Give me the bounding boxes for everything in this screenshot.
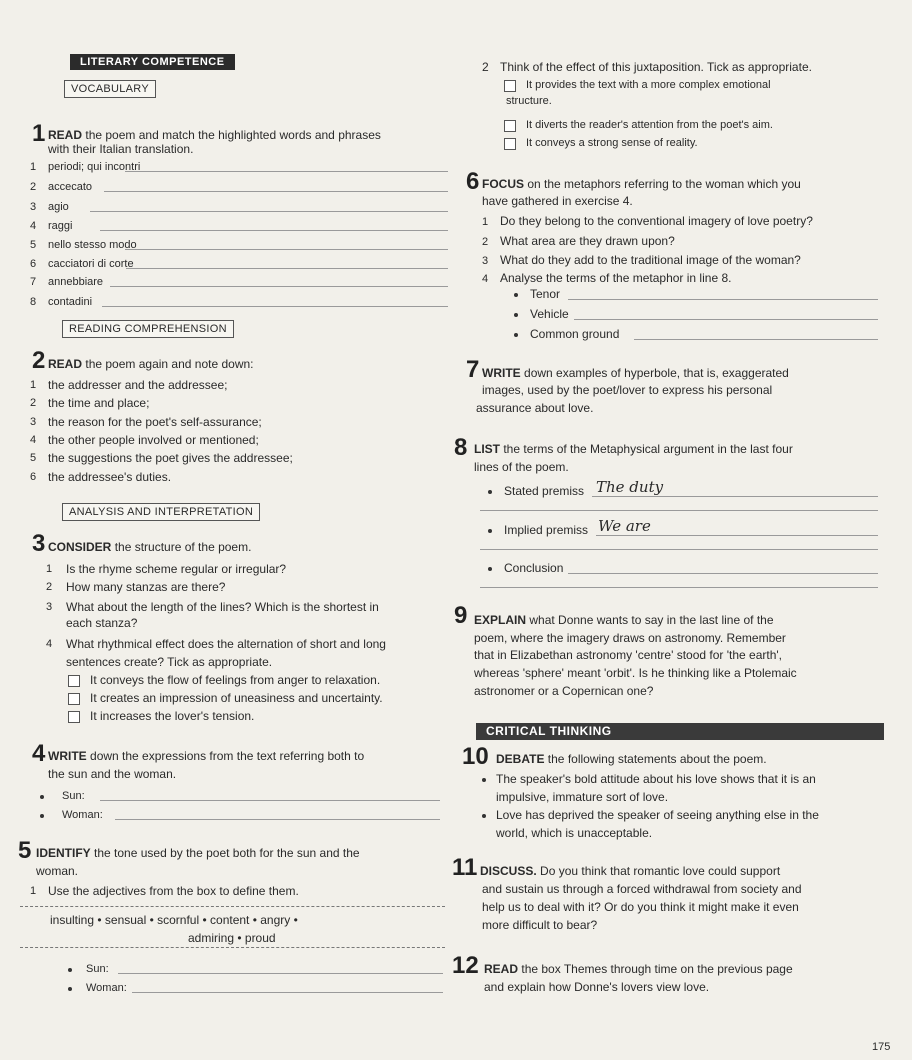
exercise-6-q3-number: 3 xyxy=(482,255,489,267)
analysis-label: ANALYSIS AND INTERPRETATION xyxy=(62,503,260,521)
exercise-7-instructions-cont: images, used by the poet/lover to express his personal xyxy=(482,383,773,397)
exercise-8-conclusion-answer-line-2[interactable] xyxy=(480,587,878,588)
exercise-12-number: 12 xyxy=(452,952,479,979)
vocabulary-label: VOCABULARY xyxy=(64,80,156,98)
exercise-8-implied-premiss-label: Implied premiss xyxy=(504,523,589,537)
exercise-1-answer-line[interactable] xyxy=(125,249,448,250)
exercise-2-item-number: 2 xyxy=(30,397,37,409)
exercise-11-line-4: more difficult to bear? xyxy=(482,918,598,932)
exercise-6-q4: Analyse the terms of the metaphor in line 8. xyxy=(500,271,732,285)
exercise-3-option-2-checkbox[interactable] xyxy=(68,693,80,705)
exercise-6-common-ground-answer-line[interactable] xyxy=(634,339,878,340)
exercise-1-item-word: agio xyxy=(48,201,69,213)
exercise-6-tenor-label: Tenor xyxy=(530,287,561,301)
exercise-1-item-word: contadini xyxy=(48,296,93,308)
exercise-1-item-number: 2 xyxy=(30,181,37,193)
exercise-6-q1: Do they belong to the conventional imagery of love poetry? xyxy=(500,214,813,228)
exercise-2-item: the reason for the poet's self-assurance; xyxy=(48,415,262,429)
bullet xyxy=(40,814,44,818)
exercise-12-instructions-cont: and explain how Donne's lovers view love. xyxy=(484,980,710,994)
exercise-9-line-4: whereas 'sphere' meant 'orbit'. Is he thinking like a Ptolemaic xyxy=(474,666,797,680)
right-q2-option-2: It diverts the reader's attention from the poet's aim. xyxy=(526,119,773,131)
exercise-1-answer-line[interactable] xyxy=(90,211,448,212)
exercise-2-number: 2 xyxy=(32,347,46,374)
exercise-9-number: 9 xyxy=(454,602,468,629)
exercise-6-q3: What do they add to the traditional image of the woman? xyxy=(500,253,801,267)
exercise-9-line-2: poem, where the imagery draws on astronomy. Remember xyxy=(474,631,786,645)
bullet xyxy=(514,293,518,297)
exercise-8-conclusion-label: Conclusion xyxy=(504,561,564,575)
exercise-1-instructions: READ the poem and match the highlighted words and phrases xyxy=(48,128,381,142)
exercise-3-number: 3 xyxy=(32,530,46,557)
exercise-2-item: the addresser and the addressee; xyxy=(48,378,228,392)
exercise-2-item-number: 5 xyxy=(30,452,37,464)
bullet xyxy=(488,567,492,571)
exercise-8-implied-answer-line[interactable] xyxy=(596,535,878,536)
exercise-5-instructions: IDENTIFY the tone used by the poet both for the sun and the xyxy=(36,846,360,860)
exercise-1-item-number: 1 xyxy=(30,161,37,173)
exercise-1-number: 1 xyxy=(32,120,46,147)
exercise-3-q4: What rhythmical effect does the alternation of short and long xyxy=(66,637,386,651)
right-q2-option-2-checkbox[interactable] xyxy=(504,120,516,132)
exercise-7-instructions-cont2: assurance about love. xyxy=(476,401,594,415)
exercise-3-q2-number: 2 xyxy=(46,581,53,593)
exercise-2-item: the other people involved or mentioned; xyxy=(48,433,259,447)
exercise-8-implied-premiss-handwriting: We are xyxy=(598,517,651,535)
exercise-2-item: the suggestions the poet gives the addressee; xyxy=(48,451,293,465)
exercise-5-woman-label: Woman: xyxy=(86,982,127,994)
exercise-11-number: 11 xyxy=(452,854,478,881)
exercise-10-statement-2-cont: world, which is unacceptable. xyxy=(496,826,653,840)
exercise-2-item: the time and place; xyxy=(48,396,150,410)
exercise-5-sub1-number: 1 xyxy=(30,885,37,897)
exercise-1-answer-line[interactable] xyxy=(110,286,448,287)
exercise-7-instructions: WRITE down examples of hyperbole, that is, exaggerated xyxy=(482,366,789,380)
exercise-1-item-number: 6 xyxy=(30,258,37,270)
exercise-11-line-2: and sustain us through a forced withdrawal from society and xyxy=(482,882,802,896)
exercise-4-sun-answer-line[interactable] xyxy=(100,800,440,801)
exercise-3-q3: What about the length of the lines? Which is the shortest in xyxy=(66,600,379,614)
exercise-4-instructions-cont: the sun and the woman. xyxy=(48,767,177,781)
exercise-4-sun-label: Sun: xyxy=(62,790,85,802)
right-q2-text: Think of the effect of this juxtaposition. Tick as appropriate. xyxy=(500,60,812,74)
exercise-3-q1-number: 1 xyxy=(46,563,53,575)
exercise-2-item-number: 6 xyxy=(30,471,37,483)
exercise-3-q4-cont: sentences create? Tick as appropriate. xyxy=(66,655,273,669)
section-banner: LITERARY COMPETENCE xyxy=(70,54,235,70)
exercise-9-line-3: that in Elizabethan astronomy 'centre' stood for 'the earth', xyxy=(474,648,783,662)
exercise-8-number: 8 xyxy=(454,434,468,461)
exercise-1-item-number: 8 xyxy=(30,296,37,308)
exercise-11-line-3: help us to deal with it? Or do you think it might make it even xyxy=(482,900,799,914)
exercise-8-stated-answer-line[interactable] xyxy=(592,496,878,497)
exercise-6-q2: What area are they drawn upon? xyxy=(500,234,675,248)
adjectives-box-line-2: admiring • proud xyxy=(188,931,276,945)
exercise-1-answer-line[interactable] xyxy=(100,230,448,231)
bullet xyxy=(488,490,492,494)
critical-thinking-banner: CRITICAL THINKING xyxy=(476,723,884,740)
bullet xyxy=(482,814,486,818)
exercise-10-statement-1: The speaker's bold attitude about his love shows that it is an xyxy=(496,772,816,786)
exercise-3-q4-number: 4 xyxy=(46,638,53,650)
exercise-1-item-word: accecato xyxy=(48,181,93,193)
exercise-5-sun-label: Sun: xyxy=(86,963,109,975)
exercise-10-number: 10 xyxy=(462,743,489,770)
exercise-1-item-word: raggi xyxy=(48,220,73,232)
exercise-2-instructions: READ the poem again and note down: xyxy=(48,357,254,371)
right-q2-option-3-checkbox[interactable] xyxy=(504,138,516,150)
right-q2-number: 2 xyxy=(482,60,489,74)
exercise-6-vehicle-label: Vehicle xyxy=(530,307,569,321)
exercise-1-item-word: annebbiare xyxy=(48,276,104,288)
exercise-9-line-5: astronomer or a Copernican one? xyxy=(474,684,654,698)
exercise-6-common-ground-label: Common ground xyxy=(530,327,620,341)
exercise-10-statement-1-cont: impulsive, immature sort of love. xyxy=(496,790,669,804)
exercise-8-instructions-cont: lines of the poem. xyxy=(474,460,569,474)
right-q2-option-1: It provides the text with a more complex emotional xyxy=(526,79,771,91)
exercise-2-item-number: 4 xyxy=(30,434,37,446)
exercise-3-option-1: It conveys the flow of feelings from anger to relaxation. xyxy=(90,673,381,687)
exercise-8-implied-answer-line-2[interactable] xyxy=(480,549,878,550)
exercise-9-instructions: EXPLAIN what Donne wants to say in the last line of the xyxy=(474,613,774,627)
exercise-5-sub1: Use the adjectives from the box to define them. xyxy=(48,884,299,898)
exercise-3-q1: Is the rhyme scheme regular or irregular? xyxy=(66,562,287,576)
exercise-2-item: the addressee's duties. xyxy=(48,470,172,484)
exercise-3-q2: How many stanzas are there? xyxy=(66,580,226,594)
exercise-1-instructions-cont: with their Italian translation. xyxy=(48,142,194,156)
exercise-2-item-number: 1 xyxy=(30,379,37,391)
exercise-2-item-number: 3 xyxy=(30,416,37,428)
exercise-1-item-number: 5 xyxy=(30,239,37,251)
right-q2-option-3: It conveys a strong sense of reality. xyxy=(526,137,698,149)
exercise-6-q4-number: 4 xyxy=(482,273,489,285)
exercise-6-instructions-cont: have gathered in exercise 4. xyxy=(482,194,633,208)
exercise-3-option-3-checkbox[interactable] xyxy=(68,711,80,723)
exercise-8-conclusion-answer-line[interactable] xyxy=(568,573,878,574)
exercise-1-answer-line[interactable] xyxy=(126,268,448,269)
bullet xyxy=(68,968,72,972)
exercise-4-instructions: WRITE down the expressions from the text referring both to xyxy=(48,749,365,763)
exercise-4-number: 4 xyxy=(32,740,46,767)
bullet xyxy=(68,987,72,991)
exercise-4-woman-label: Woman: xyxy=(62,809,103,821)
exercise-3-option-1-checkbox[interactable] xyxy=(68,675,80,687)
right-q2-option-1-checkbox[interactable] xyxy=(504,80,516,92)
exercise-11-instructions: DISCUSS. Do you think that romantic love could support xyxy=(480,864,781,878)
exercise-6-instructions: FOCUS on the metaphors referring to the woman which you xyxy=(482,177,801,191)
exercise-8-instructions: LIST the terms of the Metaphysical argument in the last four xyxy=(474,442,793,456)
exercise-5-woman-answer-line[interactable] xyxy=(132,992,443,993)
exercise-1-item-word: periodi; qui incontri xyxy=(48,161,141,173)
reading-comprehension-label: READING COMPREHENSION xyxy=(62,320,234,338)
exercise-8-stated-answer-line-2[interactable] xyxy=(480,510,878,511)
exercise-3-option-2: It creates an impression of uneasiness and uncertainty. xyxy=(90,691,383,705)
exercise-6-q1-number: 1 xyxy=(482,216,489,228)
exercise-1-item-number: 4 xyxy=(30,220,37,232)
exercise-8-stated-premiss-handwriting: The duty xyxy=(596,478,664,496)
exercise-1-item-word: cacciatori di corte xyxy=(48,258,134,270)
exercise-4-woman-answer-line[interactable] xyxy=(115,819,440,820)
exercise-12-instructions: READ the box Themes through time on the previous page xyxy=(484,962,793,976)
adjectives-box-line-1: insulting • sensual • scornful • content • angry • xyxy=(50,913,298,927)
right-q2-option-1-cont: structure. xyxy=(506,95,552,107)
exercise-5-instructions-cont: woman. xyxy=(36,864,79,878)
bullet xyxy=(488,529,492,533)
exercise-7-number: 7 xyxy=(466,356,480,383)
bullet xyxy=(514,333,518,337)
exercise-3-q3-cont: each stanza? xyxy=(66,616,138,630)
exercise-8-stated-premiss-label: Stated premiss xyxy=(504,484,585,498)
exercise-3-q3-number: 3 xyxy=(46,601,53,613)
exercise-3-instructions: CONSIDER the structure of the poem. xyxy=(48,540,252,554)
exercise-1-answer-line[interactable] xyxy=(125,171,448,172)
exercise-6-number: 6 xyxy=(466,168,480,195)
bullet xyxy=(40,795,44,799)
exercise-6-tenor-answer-line[interactable] xyxy=(568,299,878,300)
exercise-5-sun-answer-line[interactable] xyxy=(118,973,443,974)
exercise-10-statement-2: Love has deprived the speaker of seeing anything else in the xyxy=(496,808,819,822)
exercise-1-item-number: 3 xyxy=(30,201,37,213)
exercise-5-number: 5 xyxy=(18,837,32,864)
exercise-6-vehicle-answer-line[interactable] xyxy=(574,319,878,320)
exercise-1-item-number: 7 xyxy=(30,276,37,288)
page-number: 175 xyxy=(872,1041,891,1053)
bullet xyxy=(514,313,518,317)
exercise-3-option-3: It increases the lover's tension. xyxy=(90,709,255,723)
exercise-1-answer-line[interactable] xyxy=(104,191,448,192)
exercise-6-q2-number: 2 xyxy=(482,236,489,248)
bullet xyxy=(482,778,486,782)
exercise-1-answer-line[interactable] xyxy=(102,306,448,307)
exercise-10-instructions: DEBATE the following statements about the poem. xyxy=(496,752,767,766)
exercise-1-item-word: nello stesso modo xyxy=(48,239,137,251)
